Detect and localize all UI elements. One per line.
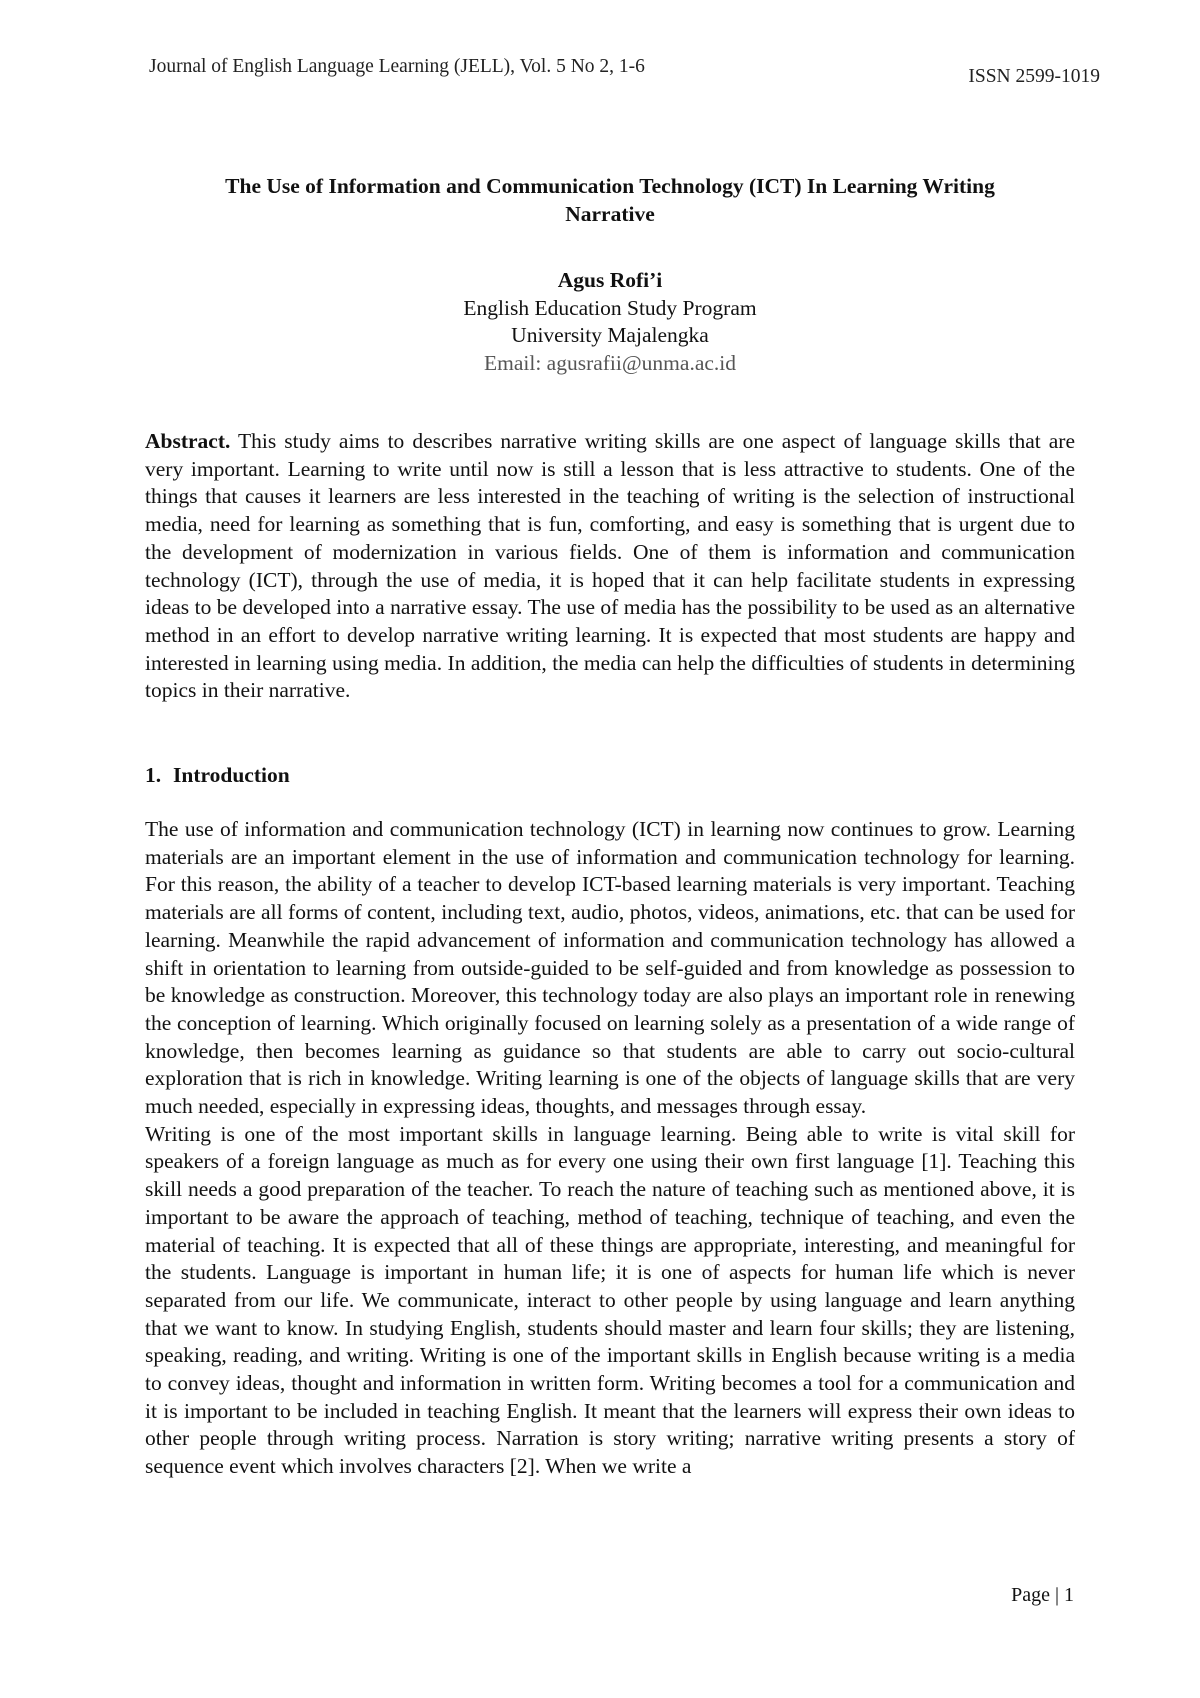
abstract-text: This study aims to describes narrative writing skills are one aspect of language skills that are very important. Learning to write until now is still a lesson that is less attractive to students. One of the things that causes it learners are less interested in the teaching of writing is the selection of instructional media, need for learning as something that is fun, comforting, and easy is something that is urgent due to the development of modernization in various fields. One of them is information and communication technology (ICT), through the use of media, it is hoped that it can help facilitate students in expressing ideas to be developed into a narrative essay. The use of media has the possibility to be used as an alternative method in an effort to develop narrative writing learning. It is expected that most students are happy and interested in learning using media. In addition, the media can help the difficulties of students in determining topics in their narrative. <box>145 429 1075 703</box>
title-line-2: Narrative <box>565 202 655 226</box>
page-number: 1 <box>1064 1584 1074 1606</box>
page-separator: | <box>1054 1584 1059 1606</box>
section-number: 1. <box>145 763 162 787</box>
author-email: Email: agusrafii@unma.ac.id <box>483 350 737 375</box>
intro-paragraph-1: The use of information and communication technology (ICT) in learning now continues to grow. Learning materials are an important element in the use of information and communication technology for learning. For this reason, the ability of a teacher to develop ICT-based learning materials is very important. Teaching materials are all forms of content, including text, audio, photos, videos, animations, etc. that can be used for learning. Meanwhile the rapid advancement of information and communication technology has allowed a shift in orientation to learning from outside-guided to be self-guided and from knowledge as possession to be knowledge as construction. Moreover, this technology today are also plays an important role in renewing the conception of learning. Which originally focused on learning solely as a presentation of a wide range of knowledge, then becomes learning as guidance so that students are able to carry out socio-cultural exploration that is rich in knowledge. Writing learning is one of the objects of language skills that are very much needed, especially in expressing ideas, thoughts, and messages through essay. <box>145 817 1075 1119</box>
author-department: English Education Study Program <box>463 295 757 320</box>
page-footer <box>1011 1584 1074 1607</box>
page-label: Page <box>1011 1584 1050 1606</box>
author-block <box>149 267 1071 377</box>
journal-citation: Journal of English Language Learning (JELL), Vol. 5 No 2, 1-6 <box>149 56 645 77</box>
author-name: Agus Rofi’i <box>557 268 663 292</box>
intro-paragraph-2: Writing is one of the most important skills in language learning. Being able to write is vital skill for speakers of a foreign language as much as for every one using their own first language [1]. Teaching this skill needs a good preparation of the teacher. To reach the nature of teaching such as mentioned above, it is important to be aware the approach of teaching, method of teaching, technique of teaching, and even the material of teaching. It is expected that all of these things are appropriate, interesting, and meaningful for the students. Language is important in human life; it is one of aspects for human life which is never separated from our life. We communicate, interact to other people by using language and learn anything that we want to know. In studying English, students should master and learn four skills; they are listening, speaking, reading, and writing. Writing is one of the important skills in English because writing is a media to convey ideas, thought and information in written form. Writing becomes a tool for a communication and it is important to be included in teaching English. It meant that the learners will express their own ideas to other people through writing process. Narration is story writing; narrative writing presents a story of sequence event which involves characters [2]. When we write a <box>145 1121 1075 1479</box>
abstract <box>145 428 1075 705</box>
paper-title <box>149 172 1071 228</box>
introduction-body <box>145 816 1075 1481</box>
issn-number: ISSN 2599-1019 <box>968 66 1100 87</box>
title-line-1: The Use of Information and Communication Technology (ICT) In Learning Writing <box>225 174 995 198</box>
abstract-label: Abstract. <box>145 429 231 453</box>
section-title: Introduction <box>173 763 290 787</box>
section-heading-introduction <box>145 763 290 788</box>
author-university: University Majalengka <box>511 323 709 347</box>
running-header <box>149 56 1100 86</box>
